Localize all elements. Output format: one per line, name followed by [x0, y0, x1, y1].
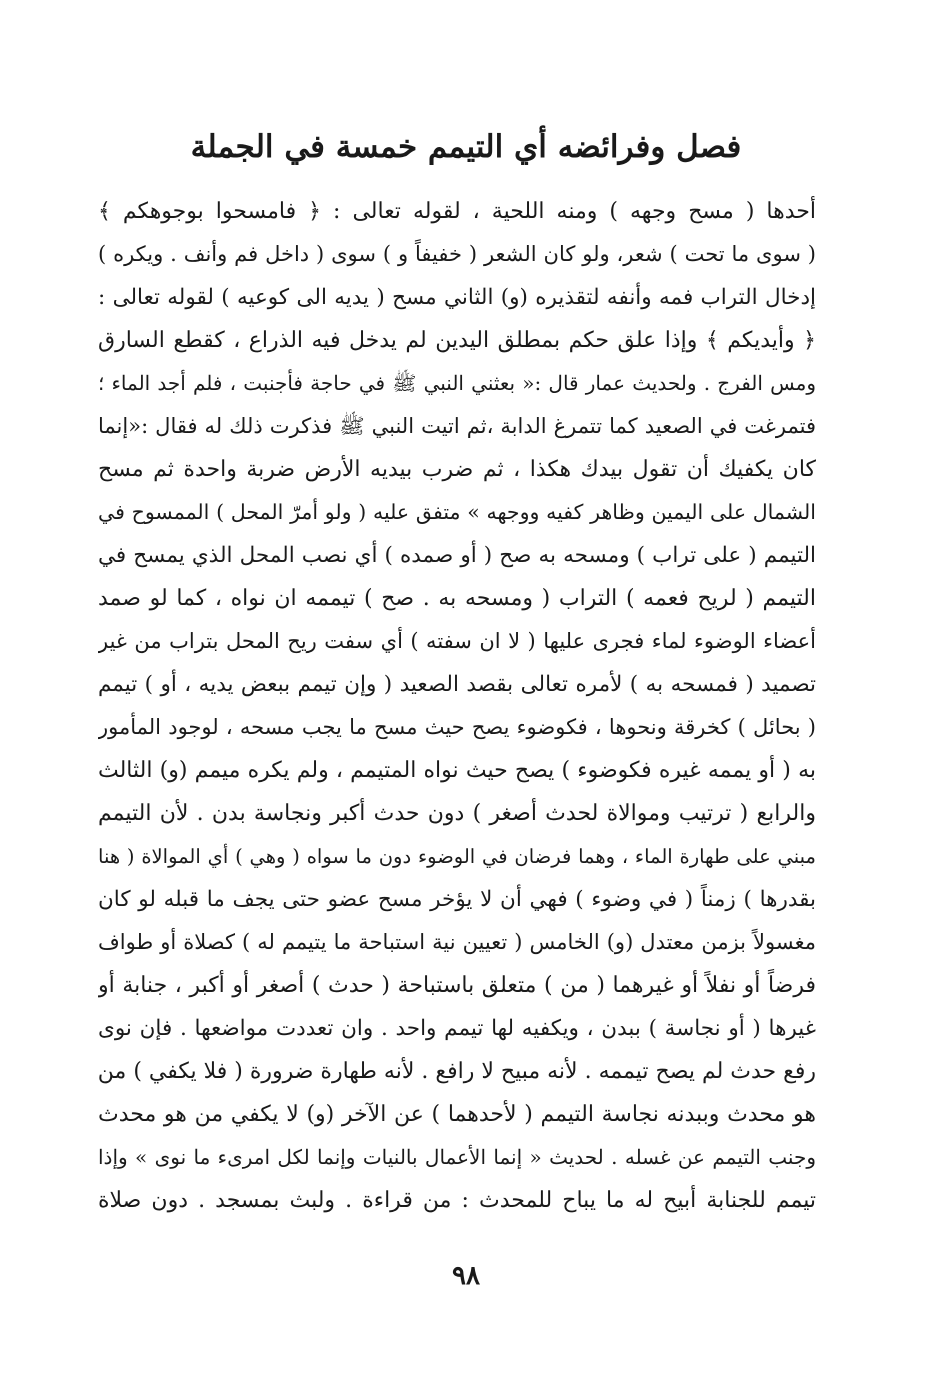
text-line: مغسولاً بزمن معتدل (و) الخامس ( تعيين نية استباحة ما يتيمم له ) كصلاة أو طواف [98, 930, 816, 954]
section-heading: فصل وفرائضه أي التيمم خمسة في الجملة [190, 129, 742, 165]
text-line: ( بحائل ) كخرقة ونحوها ، فكوضوء يصح حيث مسح ما يجب مسحه ، لوجود المأمور [98, 715, 816, 739]
page-number: ٩٨ [452, 1261, 480, 1291]
text-line: غيرها ( أو نجاسة ) ببدن ، ويكفيه لها تيمم واحد . وان تعددت مواضعها . فإن نوى [98, 1016, 816, 1041]
text-line: هو محدث وببدنه نجاسة التيمم ( لأحدهما ) عن الآخر (و) لا يكفي من هو محدث [98, 1102, 816, 1127]
text-line: وجنب التيمم عن غسله . لحديث « إنما الأعمال بالنيات وإنما لكل امرىء ما نوى » وإذا [98, 1145, 816, 1169]
text-line: تصميد ( فمسحه به ) لأمره تعالى بقصد الصعيد ( وإن تيمم ببعض يديه ، أو ) تيمم [98, 672, 816, 697]
text-line: فتمرغت في الصعيد كما تتمرغ الدابة ،ثم اتيت النبي ﷺ فذكرت ذلك له فقال :«إنما [98, 414, 816, 438]
text-line: بقدرها ) زمناً ( في وضوء ) فهي أن لا يؤخر مسح عضو حتى يجف ما قبله لو كان [98, 887, 816, 912]
text-line: والرابع ( ترتيب وموالاة لحدث أصغر ) دون حدث أكبر ونجاسة بدن . لأن التيمم [98, 801, 816, 826]
text-line: الشمال على اليمين وظاهر كفيه ووجهه » متفق عليه ( ولو أمرّ المحل ) الممسوح في [98, 500, 816, 524]
text-line: مبني على طهارة الماء ، وهما فرضان في الوضوء دون ما سواه ( وهي ) أي الموالاة ( هنا [98, 845, 816, 868]
text-line: ﴿ وأيديكم ﴾ وإذا علق حكم بمطلق اليدين لم يدخل فيه الذراع ، كقطع السارق [98, 328, 816, 353]
text-line: تيمم للجنابة أبيح له ما يباح للمحدث : من قراءة . ولبث بمسجد . دون صلاة [98, 1188, 816, 1213]
text-line: أعضاء الوضوء لماء فجرى عليها ( لا ان سفته ) أي سفت ريح المحل بتراب من غير [98, 629, 816, 653]
text-line: ومس الفرج . ولحديث عمار قال :« بعثني النبي ﷺ في حاجة فأجنبت ، فلم أجد الماء ؛ [98, 371, 816, 395]
text-line: كان يكفيك أن تقول بيدك هكذا ، ثم ضرب بيديه الأرض ضربة واحدة ثم مسح [98, 457, 816, 482]
text-line: ( سوى ما تحت ) شعر، ولو كان الشعر ( خفيفاً و ) سوى ( داخل فم وأنف . ويكره ) [98, 242, 816, 266]
text-line: أحدها ( مسح وجهه ) ومنه اللحية ، لقوله تعالى : ﴿ فامسحوا بوجوهكم ﴾ [98, 199, 816, 224]
text-line: به ( أو يممه غيره فكوضوء ) يصح حيث نواه المتيمم ، ولم يكره ميمم (و) الثالث [98, 758, 816, 783]
text-line: التيمم ( لريح فعمه ) التراب ( ومسحه به . صح ) تيممه ان نواه ، كما لو صمد [98, 586, 816, 611]
text-line: فرضاً أو نفلاً أو غيرهما ( من ) متعلق باستباحة ( حدث ) أصغر أو أكبر ، جنابة أو [98, 973, 816, 998]
text-line: رفع حدث لم يصح تيممه . لأنه مبيح لا رافع . لأنه طهارة ضرورة ( فلا يكفي ) من [98, 1059, 816, 1084]
text-line: التيمم ( على تراب ) ومسحه به صح ( أو صمده ) أي نصب المحل الذي يمسح في [98, 543, 816, 568]
body-text [98, 190, 816, 1222]
text-line: إدخال التراب فمه وأنفه لتقذيره (و) الثاني مسح ( يديه الى كوعيه ) لقوله تعالى : [98, 285, 816, 310]
